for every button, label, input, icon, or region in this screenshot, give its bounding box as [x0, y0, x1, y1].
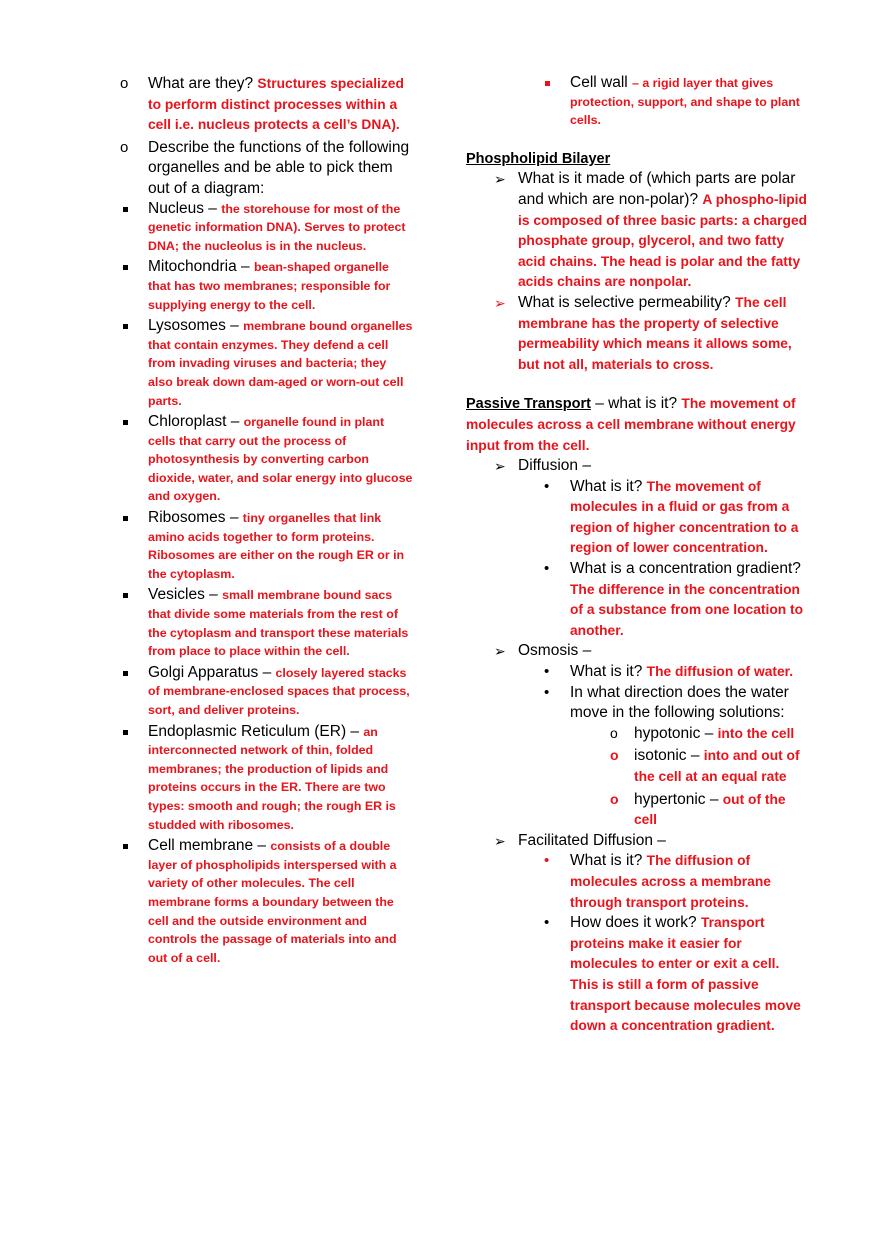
square-bullet-icon — [545, 81, 550, 86]
arrow-bullet-icon: ➢ — [494, 458, 506, 475]
arrow-bullet-icon: ➢ — [494, 171, 506, 188]
organelle-item: Vesicles – small membrane bound sacs that divide some materials from the rest of the cytoplasm and transport these materials from place to place within the cell. — [148, 586, 414, 660]
square-bullet-icon — [123, 265, 128, 270]
organelle-item: Chloroplast – organelle found in plant cells that carry out the process of photosynthesis by converting carbon dioxide, water, and solar energy into glucose and oxygen. — [148, 413, 414, 506]
question-made-of: ➢ What is it made of (which parts are polar and which are non-polar)? A phospho-lipid is composed of three basic parts: a charged phosphate group, glycerol, and two fatty acid chains. The head is polar and the fatty acids chains are nonpolar. — [494, 170, 808, 290]
question-describe: o Describe the functions of the following organelles and be able to pick them out of a diagram: — [120, 138, 410, 197]
square-bullet-icon — [123, 730, 128, 735]
solution-isotonic: o isotonic – into and out of the cell at an equal rate — [610, 747, 800, 784]
topic-diffusion: ➢ Diffusion – — [518, 456, 811, 477]
square-bullet-icon — [123, 671, 128, 676]
arrow-bullet-icon: ➢ — [494, 643, 506, 660]
question-diffusion-what: • What is it? The movement of molecules in a fluid or gas from a region of higher concentration to a region of lower concentration. — [544, 477, 799, 556]
question-what-are-they: o What are they? Structures specialized to perform distinct processes within a cell i.e. nucleus protects a cell’s DNA). — [120, 75, 404, 133]
organelle-item: Nucleus – the storehouse for most of the genetic information DNA). Serves to protect DNA; the nucleolus is in the nucleus. — [148, 200, 414, 256]
left-column — [120, 74, 414, 967]
section-heading: Passive Transport — [466, 396, 591, 413]
organelle-item: Endoplasmic Reticulum (ER) – an interconnected network of thin, folded membranes; the production of lipids and proteins occurs in the ER. There are two types: smooth and rough; the rough ER is studded with ribosomes. — [148, 723, 414, 835]
square-bullet-icon — [123, 207, 128, 212]
circle-bullet-icon: o — [610, 724, 618, 741]
question-concentration-gradient: • What is a concentration gradient? The difference in the concentration of a substance from one location to another. — [544, 560, 804, 638]
arrow-bullet-icon: ➢ — [494, 294, 506, 311]
section-passive-transport: Passive Transport – what is it? The movement of molecules across a cell membrane without energy input from the cell. — [466, 395, 796, 453]
square-bullet-icon — [123, 516, 128, 521]
arrow-bullet-icon: ➢ — [494, 832, 506, 849]
square-bullet-icon — [123, 420, 128, 425]
dot-bullet-icon: • — [544, 560, 550, 578]
topic-facilitated-diffusion: ➢ Facilitated Diffusion – — [518, 831, 811, 852]
question-facilitated-what: • What is it? The diffusion of molecules across a membrane through transport proteins. — [544, 852, 771, 910]
right-column — [466, 74, 811, 1037]
section-heading: Phospholipid Bilayer — [466, 150, 611, 167]
dot-bullet-icon: • — [544, 683, 550, 701]
dot-bullet-icon: • — [544, 852, 550, 870]
organelle-item: Ribosomes – tiny organelles that link amino acids together to form proteins. Ribosomes are either on the rough ER or in the cytoplasm. — [148, 509, 414, 583]
square-bullet-icon — [123, 844, 128, 849]
question-selective-permeability: ➢ What is selective permeability? The cell membrane has the property of selective permeability which means it allows some, but not all, materials to cross. — [494, 293, 792, 372]
organelle-item: Lysosomes – membrane bound organelles that contain enzymes. They defend a cell from invading viruses and bacteria; they also break down dam-aged or worn-out cell parts. — [148, 317, 414, 410]
dot-bullet-icon: • — [544, 914, 550, 932]
circle-bullet-icon: o — [120, 75, 129, 92]
organelle-item: Golgi Apparatus – closely layered stacks of membrane-enclosed spaces that process, sort, and deliver proteins. — [148, 664, 414, 720]
section-phospholipid — [466, 149, 811, 170]
question-osmosis-what: • What is it? The diffusion of water. — [570, 662, 811, 683]
question-facilitated-how: • How does it work? Transport proteins make it easier for molecules to enter or exit a cell. This is still a form of passive transport because molecules move down a concentration gradient. — [544, 914, 801, 1034]
dot-bullet-icon: • — [544, 663, 550, 681]
square-bullet-icon — [123, 593, 128, 598]
answer-text: Structures specialized to perform distinct processes within a cell i.e. nucleus protects a cell’s DNA). — [148, 76, 404, 133]
question-osmosis-direction: • In what direction does the water move in the following solutions: — [544, 683, 789, 722]
organelle-item: Mitochondria – bean-shaped organelle that has two membranes; responsible for supplying energy to the cell. — [148, 258, 414, 314]
circle-bullet-icon: o — [610, 790, 619, 807]
topic-osmosis: ➢ Osmosis – — [518, 641, 811, 662]
square-bullet-icon — [123, 324, 128, 329]
organelle-item-cell-wall: Cell wall – a rigid layer that gives protection, support, and shape to plant cells. — [570, 74, 811, 130]
circle-bullet-icon: o — [610, 747, 619, 764]
circle-bullet-icon: o — [120, 138, 129, 156]
solution-hypertonic: o hypertonic – out of the cell — [610, 790, 786, 828]
solution-hypotonic: o hypotonic – into the cell — [610, 724, 795, 742]
organelle-item: Cell membrane – consists of a double layer of phospholipids interspersed with a variety of other molecules. The cell membrane forms a boundary between the cell and the outside environment and controls the passage of materials into and out of a cell. — [148, 837, 414, 967]
dot-bullet-icon: • — [544, 477, 550, 495]
